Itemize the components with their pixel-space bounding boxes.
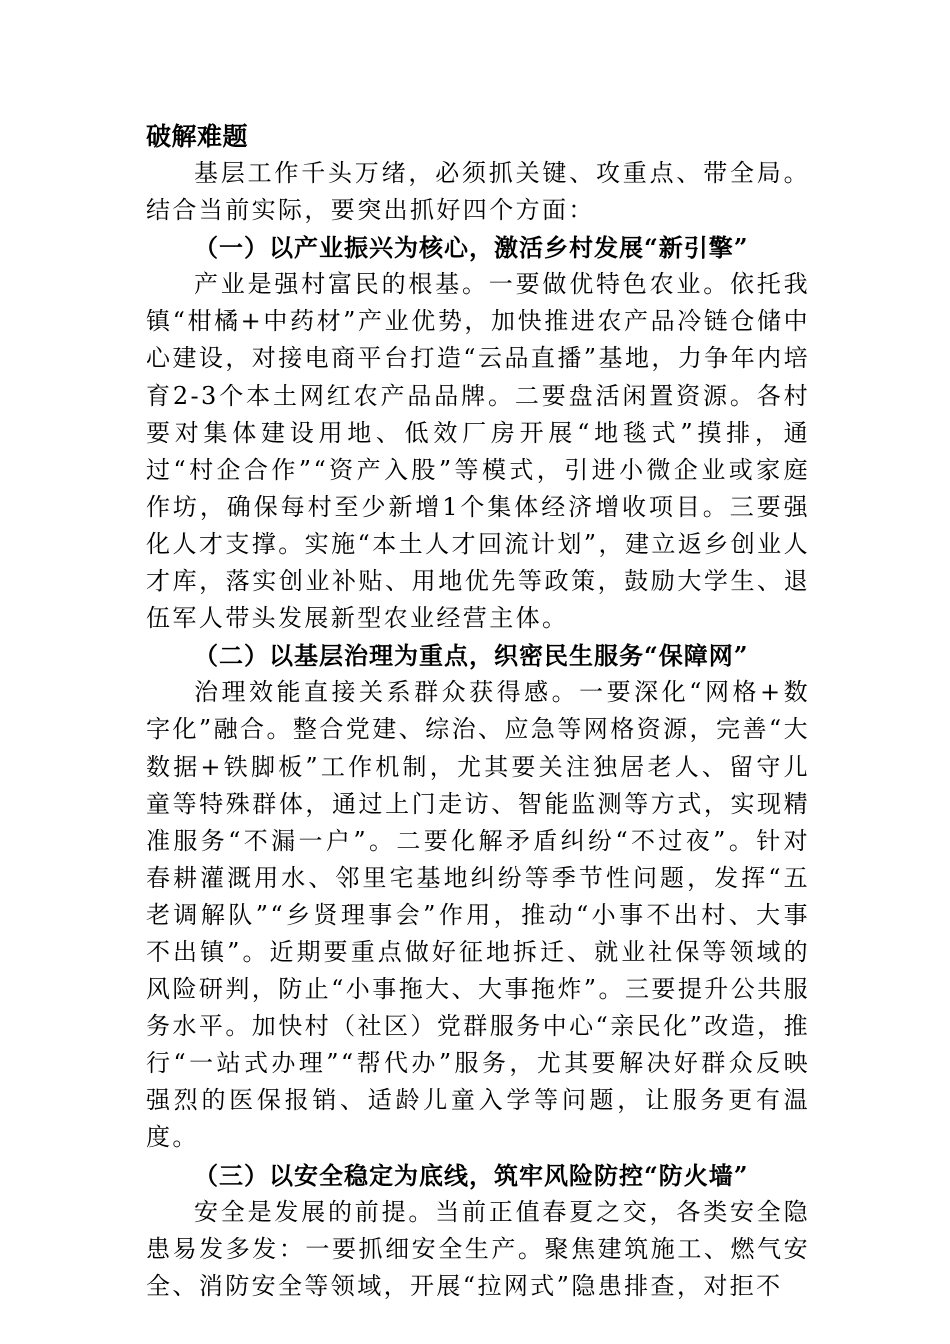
sub-heading-industry: （一）以产业振兴为核心，激活乡村发展“新引擎” — [194, 233, 749, 263]
paragraph-safety: 安全是发展的前提。当前正值春夏之交，各类安全隐患易发多发：一要抓细安全生产。聚焦建筑施工、燃气安全、消防安全等领域，开展“拉网式”隐患排查，对拒不 — [146, 1197, 810, 1300]
intro-paragraph: 基层工作千头万绪，必须抓关键、攻重点、带全局。结合当前实际，要突出抓好四个方面： — [146, 159, 810, 225]
paragraph-governance: 治理效能直接关系群众获得感。一要深化“网格+数字化”融合。整合党建、综治、应急等网格资源，完善“大数据+铁脚板”工作机制，尤其要关注独居老人、留守儿童等特殊群体，通过上门走访、智能监测等方式，实现精准服务“不漏一户”。二要化解矛盾纠纷“不过夜”。针对春耕灌溉用水、邻里宅基地纠纷等季节性问题，发挥“五老调解队”“乡贤理事会”作用，推动“小事不出村、大事不出镇”。近期要重点做好征地拆迁、就业社保等领域的风险研判，防止“小事拖大、大事拖炸”。三要提升公共服务水平。加快村（社区）党群服务中心“亲民化”改造，推行“一站式办理”“帮代办”服务，尤其要解决好群众反映强烈的医保报销、适龄儿童入学等问题，让服务更有温度。 — [146, 678, 810, 1152]
sub-heading-governance: （二）以基层治理为重点，织密民生服务“保障网” — [194, 641, 749, 671]
sub-heading-safety: （三）以安全稳定为底线，筑牢风险防控“防火墙” — [194, 1160, 749, 1190]
paragraph-industry: 产业是强村富民的根基。一要做优特色农业。依托我镇“柑橘+中药材”产业优势，加快推进农产品冷链仓储中心建设，对接电商平台打造“云品直播”基地，力争年内培育2-3个本土网红农产品品牌。二要盘活闲置资源。各村要对集体建设用地、低效厂房开展“地毯式”摸排，通过“村企合作”“资产入股”等模式，引进小微企业或家庭作坊，确保每村至少新增1个集体经济增收项目。三要强化人才支撑。实施“本土人才回流计划”，建立返乡创业人才库，落实创业补贴、用地优先等政策，鼓励大学生、退伍军人带头发展新型农业经营主体。 — [146, 270, 810, 633]
document-content — [146, 118, 810, 1305]
section-title: 破解难题 — [146, 122, 249, 151]
